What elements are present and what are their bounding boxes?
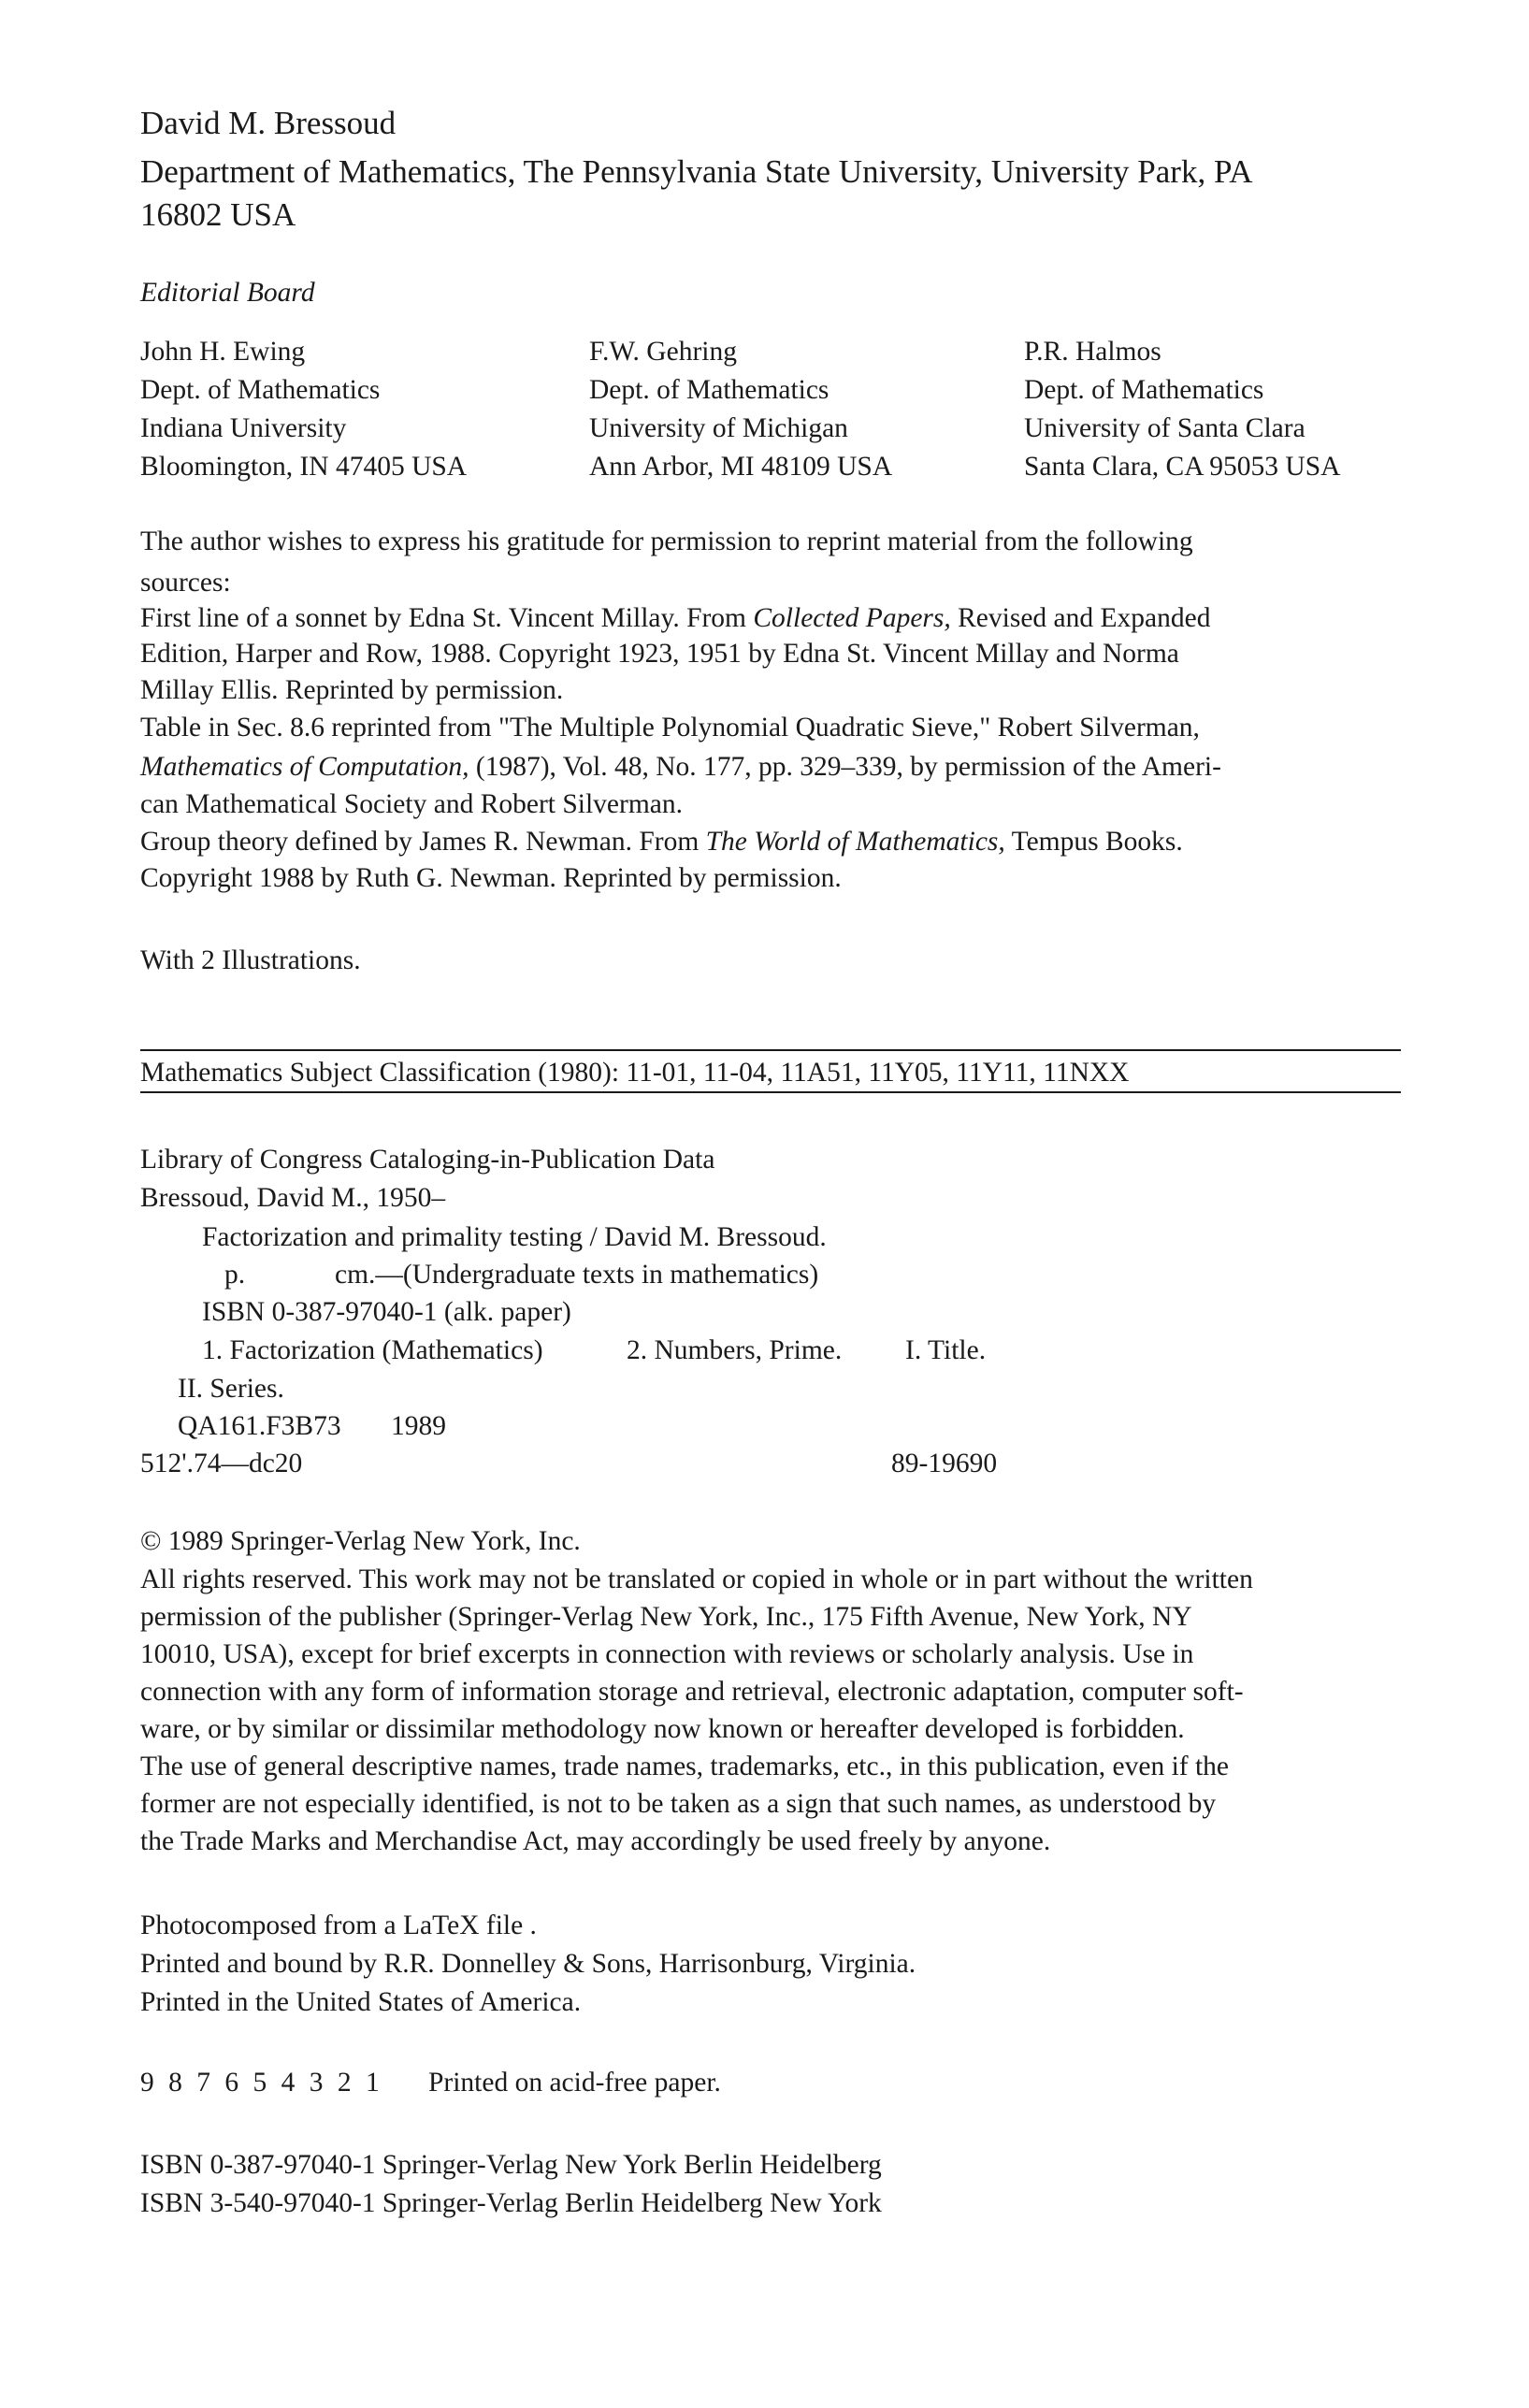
permission-text: Group theory defined by James R. Newman. From <box>140 827 706 857</box>
board-member <box>140 333 467 486</box>
cip-call-number: QA161.F3B73 <box>178 1411 341 1441</box>
rights-text: permission of the publisher (Springer-Verlag New York, Inc., 175 Fifth Avenue, New York, NY <box>140 1602 1192 1632</box>
cip-author: Bressoud, David M., 1950– <box>140 1183 446 1213</box>
permission-text: can Mathematical Society and Robert Silverman. <box>140 789 683 819</box>
permission-text: (1987), Vol. 48, No. 177, pp. 329–339, by permission of the Ameri- <box>469 752 1221 782</box>
permission-text: Millay Ellis. Reprinted by permission. <box>140 675 564 705</box>
cip-subject-2: 2. Numbers, Prime. <box>627 1335 843 1365</box>
board-member-dept: Dept. of Mathematics <box>589 375 829 405</box>
permission-journal <box>140 751 1221 784</box>
cip-pages: p. <box>224 1260 246 1290</box>
printing-numbers: 9 8 7 6 5 4 3 2 1 <box>140 2068 383 2098</box>
author-affiliation: Department of Mathematics, The Pennsylvania State University, University Park, PA <box>140 153 1253 190</box>
illustrations-note: With 2 Illustrations. <box>140 945 361 975</box>
board-member-name: F.W. Gehring <box>589 337 737 367</box>
permission-sonnet <box>140 602 1210 635</box>
permission-text: Copyright 1988 by Ruth G. Newman. Reprinted by permission. <box>140 863 842 893</box>
board-member-dept: Dept. of Mathematics <box>1024 375 1264 405</box>
rights-text: ware, or by similar or dissimilar methodology now known or hereafter developed is forbidden. <box>140 1714 1185 1744</box>
editorial-board-heading: Editorial Board <box>140 278 315 308</box>
rule-bottom <box>140 1091 1401 1093</box>
cip-heading: Library of Congress Cataloging-in-Publication Data <box>140 1145 715 1175</box>
board-member <box>1024 333 1340 486</box>
isbn-us: ISBN 0-387-97040-1 Springer-Verlag New York Berlin Heidelberg <box>140 2150 882 2180</box>
cip-title: Factorization and primality testing / David M. Bressoud. <box>202 1222 827 1252</box>
board-member-institution: University of Michigan <box>589 413 848 443</box>
paper-note: Printed on acid-free paper. <box>428 2068 721 2098</box>
production-note: Photocomposed from a LaTeX file . <box>140 1911 537 1940</box>
permissions-intro-cont: sources: <box>140 568 231 598</box>
country-note: Printed in the United States of America. <box>140 1987 582 2017</box>
board-member-dept: Dept. of Mathematics <box>140 375 381 405</box>
cip-series: II. Series. <box>178 1374 284 1404</box>
trademark-text: the Trade Marks and Merchandise Act, may accordingly be used freely by anyone. <box>140 1826 1051 1856</box>
permission-text: Edition, Harper and Row, 1988. Copyright 1923, 1951 by Edna St. Vincent Millay and Norma <box>140 639 1179 669</box>
rights-text: 10010, USA), except for brief excerpts in connection with reviews or scholarly analysis. Use in <box>140 1639 1194 1669</box>
permission-table: Table in Sec. 8.6 reprinted from "The Multiple Polynomial Quadratic Sieve," Robert Silverman, <box>140 713 1200 743</box>
author-address: 16802 USA <box>140 196 296 233</box>
board-member <box>589 333 892 486</box>
book-title: Collected Papers, <box>753 603 951 633</box>
printer-note: Printed and bound by R.R. Donnelley & Sons, Harrisonburg, Virginia. <box>140 1949 916 1979</box>
rule-top <box>140 1049 1401 1051</box>
permission-text: First line of a sonnet by Edna St. Vincent Millay. From <box>140 603 754 633</box>
permission-text: Tempus Books. <box>1004 827 1183 857</box>
board-member-address: Santa Clara, CA 95053 USA <box>1024 452 1341 482</box>
journal-title: Mathematics of Computation, <box>140 752 469 782</box>
cip-subject-3: I. Title. <box>905 1335 987 1365</box>
board-member-name: P.R. Halmos <box>1024 337 1161 367</box>
subject-classification: Mathematics Subject Classification (1980): 11-01, 11-04, 11A51, 11Y05, 11Y11, 11NXX <box>140 1058 1130 1088</box>
cip-year: 1989 <box>391 1411 446 1441</box>
permissions-intro: The author wishes to express his gratitude for permission to reprint material from the following <box>140 526 1193 556</box>
board-member-name: John H. Ewing <box>140 337 306 367</box>
copyright-notice: © 1989 Springer-Verlag New York, Inc. <box>140 1526 581 1556</box>
book-title: The World of Mathematics, <box>705 827 1005 857</box>
cip-isbn: ISBN 0-387-97040-1 (alk. paper) <box>202 1297 571 1327</box>
rights-text: connection with any form of information storage and retrieval, electronic adaptation, computer soft- <box>140 1677 1244 1707</box>
cip-dewey: 512'.74—dc20 <box>140 1449 303 1478</box>
permission-group-theory <box>140 826 1183 858</box>
cip-lccn: 89-19690 <box>891 1449 998 1478</box>
permission-text: Revised and Expanded <box>950 603 1211 633</box>
rights-text: All rights reserved. This work may not be translated or copied in whole or in part without the written <box>140 1564 1253 1594</box>
board-member-institution: Indiana University <box>140 413 347 443</box>
board-member-address: Bloomington, IN 47405 USA <box>140 452 468 482</box>
board-member-address: Ann Arbor, MI 48109 USA <box>589 452 893 482</box>
board-member-institution: University of Santa Clara <box>1024 413 1305 443</box>
trademark-text: former are not especially identified, is not to be taken as a sign that such names, as understood by <box>140 1789 1217 1819</box>
cip-subject-1: 1. Factorization (Mathematics) <box>202 1335 543 1365</box>
isbn-de: ISBN 3-540-97040-1 Springer-Verlag Berlin Heidelberg New York <box>140 2188 882 2218</box>
trademark-text: The use of general descriptive names, trade names, trademarks, etc., in this publication, even if the <box>140 1752 1230 1781</box>
author-name: David M. Bressoud <box>140 105 397 141</box>
cip-series-note: cm.—(Undergraduate texts in mathematics) <box>335 1260 819 1290</box>
